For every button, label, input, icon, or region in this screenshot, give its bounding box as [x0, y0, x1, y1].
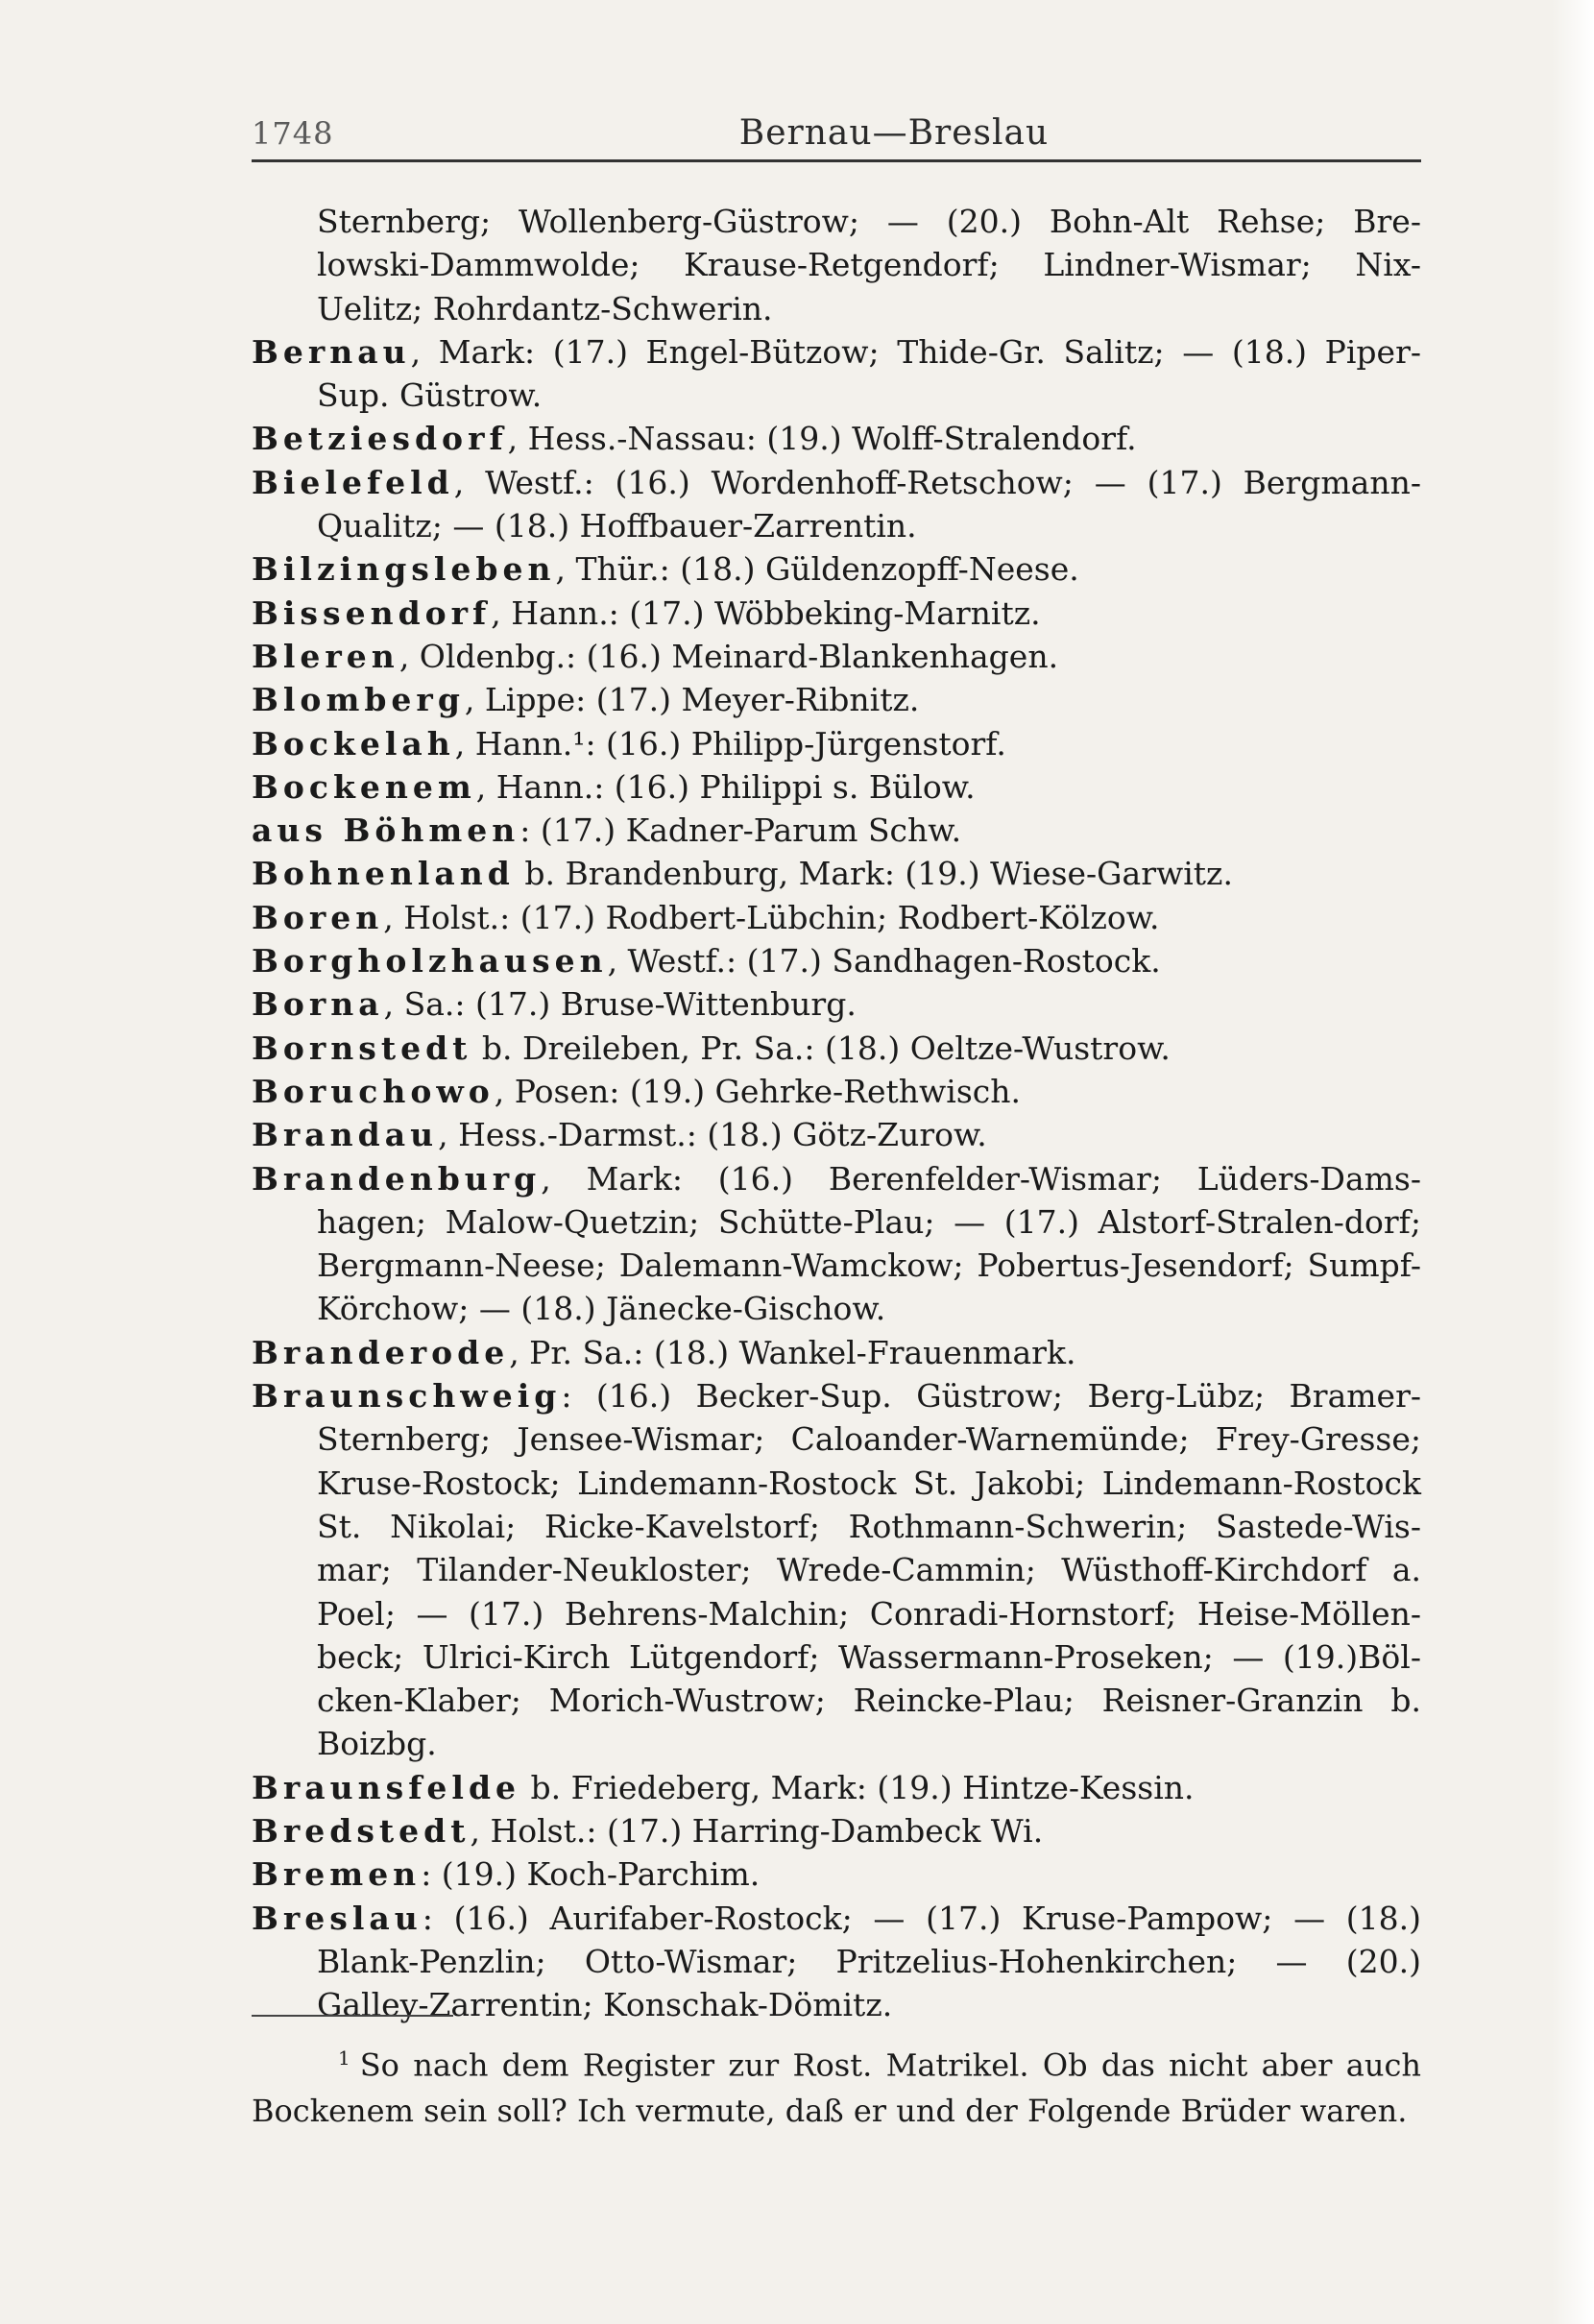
register-entry: [252, 1113, 1421, 1156]
register-entry: [252, 1331, 1421, 1374]
register-entry: [252, 852, 1421, 895]
entry-place: Boruchowo: [252, 1072, 495, 1110]
register-entry: [252, 1027, 1421, 1070]
footnote-mark: 1: [338, 2046, 350, 2070]
footnote: [252, 2036, 1421, 2134]
entry-text: , Oldenbg.: (16.) Meinard-Blankenhagen.: [398, 637, 1059, 675]
entry-place: Borgholzhausen: [252, 942, 608, 980]
entry-place: Braunsfelde: [252, 1768, 521, 1806]
entry-text: , Hess.-Darmst.: (18.) Götz-Zurow.: [438, 1116, 987, 1154]
entry-place: Branderode: [252, 1333, 510, 1371]
entry-text: , Pr. Sa.: (18.) Wankel-Frauenmark.: [509, 1333, 1076, 1371]
running-title: Bernau—Breslau: [738, 113, 1050, 153]
register-entry: [252, 1070, 1421, 1113]
register-entry: [252, 1157, 1421, 1331]
entry-place: Bockelah: [252, 724, 455, 763]
footnote-rule: [252, 2015, 453, 2017]
page-number: 1748: [252, 115, 334, 152]
header-rule: [252, 159, 1421, 162]
register-entry: [252, 1852, 1421, 1896]
register-entry: [252, 200, 1421, 330]
entry-place: Bremen: [252, 1855, 422, 1894]
entry-text: : (16.) Becker-Sup. Güstrow; Berg-Lübz; Bramer-Sternberg; Jensee-Wismar; Caloander-Warnemünde; Frey-Gresse; Kruse-Rostock; Lindemann-Rostock St. Jakobi; Lindemann-Rostock St. Nikolai; Ricke-Kavelstorf; Rothmann-Schwerin; Sastede-Wis-mar; Tilander-Neukloster; Wrede-Cammin; Wüsthoff-Kirchdorf a. Poel; — (17.) Behrens-Malchin; Conradi-Hornstorf; Heise-Möllen-beck; Ulrici-Kirch Lütgendorf; Wassermann-Proseken; — (19.)Böl-cken-Klaber; Morich-Wustrow; Reincke-Plau; Reisner-Granzin b. Boizbg.: [317, 1377, 1421, 1763]
register-entry: [252, 1897, 1421, 2027]
entry-text: Sternberg; Wollenberg-Güstrow; — (20.) Bohn-Alt Rehse; Bre-lowski-Dammwolde; Krause-Retgendorf; Lindner-Wismar; Nix-Uelitz; Rohrdantz-Schwerin.: [317, 203, 1421, 327]
entry-place: Bornstedt: [252, 1029, 472, 1067]
entry-place: Boren: [252, 898, 384, 936]
entry-place: Breslau: [252, 1899, 423, 1937]
register-entry: [252, 809, 1421, 852]
register-entry: [252, 1766, 1421, 1809]
entry-place: Borna: [252, 985, 384, 1024]
register-entry: [252, 635, 1421, 678]
register-entry: [252, 765, 1421, 809]
page-header: [252, 109, 1421, 157]
entry-place: Brandenburg: [252, 1159, 542, 1198]
entry-place: Brandau: [252, 1116, 439, 1154]
entry-text: , Mark: (17.) Engel-Bützow; Thide-Gr. Salitz; — (18.) Piper-Sup. Güstrow.: [317, 332, 1421, 415]
entry-text: , Westf.: (17.) Sandhagen-Rostock.: [607, 942, 1161, 980]
entry-place: aus Böhmen: [252, 811, 520, 850]
entry-place: Bohnenland: [252, 855, 515, 893]
entry-text: b. Friedeberg, Mark: (19.) Hintze-Kessin.: [520, 1768, 1195, 1806]
register-entry: [252, 1374, 1421, 1766]
entry-text: , Holst.: (17.) Harring-Dambeck Wi.: [470, 1811, 1044, 1850]
register-entries: [252, 200, 1421, 2026]
footnote-text: So nach dem Register zur Rost. Matrikel. Ob das nicht aber auch Bockenem sein soll? Ich vermute, daß er und der Folgende Brüder waren.: [252, 2046, 1421, 2129]
entry-text: , Holst.: (17.) Rodbert-Lübchin; Rodbert-Kölzow.: [383, 898, 1160, 936]
entry-place: Bockenem: [252, 767, 476, 806]
entry-place: Bielefeld: [252, 463, 454, 501]
entry-place: Bleren: [252, 637, 399, 675]
register-entry: [252, 678, 1421, 721]
entry-place: Bissendorf: [252, 593, 492, 632]
entry-text: : (17.) Kadner-Parum Schw.: [519, 811, 962, 850]
register-entry: [252, 939, 1421, 982]
entry-text: : (16.) Aurifaber-Rostock; — (17.) Kruse-Pampow; — (18.) Blank-Penzlin; Otto-Wismar; Pritzelius-Hohenkirchen; — (20.) Galley-Zarrentin; Konschak-Dömitz.: [317, 1899, 1421, 2024]
entry-place: Bilzingsleben: [252, 550, 556, 589]
register-entry: [252, 461, 1421, 548]
entry-text: , Mark: (16.) Berenfelder-Wismar; Lüders-Dams-hagen; Malow-Quetzin; Schütte-Plau; — (17.) Alstorf-Stralen-dorf; Bergmann-Neese; Dalemann-Wamckow; Pobertus-Jesendorf; Sumpf-Körchow; — (18.) Jänecke-Gischow.: [317, 1159, 1421, 1328]
entry-text: , Sa.: (17.) Bruse-Wittenburg.: [383, 985, 857, 1024]
scan-edge-shadow: [1552, 0, 1594, 2324]
entry-text: , Hann.: (17.) Wöbbeking-Marnitz.: [491, 593, 1041, 632]
entry-text: , Hann.¹: (16.) Philipp-Jürgenstorf.: [454, 724, 1006, 763]
entry-place: Bredstedt: [252, 1811, 471, 1850]
register-entry: [252, 592, 1421, 635]
entry-text: , Hess.-Nassau: (19.) Wolff-Stralendorf.: [507, 420, 1137, 458]
entry-text: , Posen: (19.) Gehrke-Rethwisch.: [494, 1072, 1022, 1110]
register-entry: [252, 547, 1421, 591]
register-entry: [252, 1809, 1421, 1852]
entry-place: Bernau: [252, 332, 411, 371]
entry-place: Betziesdorf: [252, 420, 508, 458]
entry-text: , Thür.: (18.) Güldenzopff-Neese.: [555, 550, 1079, 589]
entry-text: , Westf.: (16.) Wordenhoff-Retschow; — (17.) Bergmann-Qualitz; — (18.) Hoffbauer-Zarrentin.: [317, 463, 1421, 545]
register-entry: [252, 417, 1421, 460]
entry-text: b. Dreileben, Pr. Sa.: (18.) Oeltze-Wustrow.: [471, 1029, 1171, 1067]
register-entry: [252, 982, 1421, 1026]
entry-place: Blomberg: [252, 681, 465, 719]
entry-text: , Lippe: (17.) Meyer-Ribnitz.: [464, 681, 920, 719]
register-entry: [252, 330, 1421, 418]
entry-text: b. Brandenburg, Mark: (19.) Wiese-Garwitz.: [514, 855, 1233, 893]
entry-place: Braunschweig: [252, 1377, 562, 1416]
entry-text: , Hann.: (16.) Philippi s. Bülow.: [475, 767, 976, 806]
register-entry: [252, 722, 1421, 765]
register-entry: [252, 896, 1421, 939]
entry-text: : (19.) Koch-Parchim.: [421, 1855, 761, 1894]
